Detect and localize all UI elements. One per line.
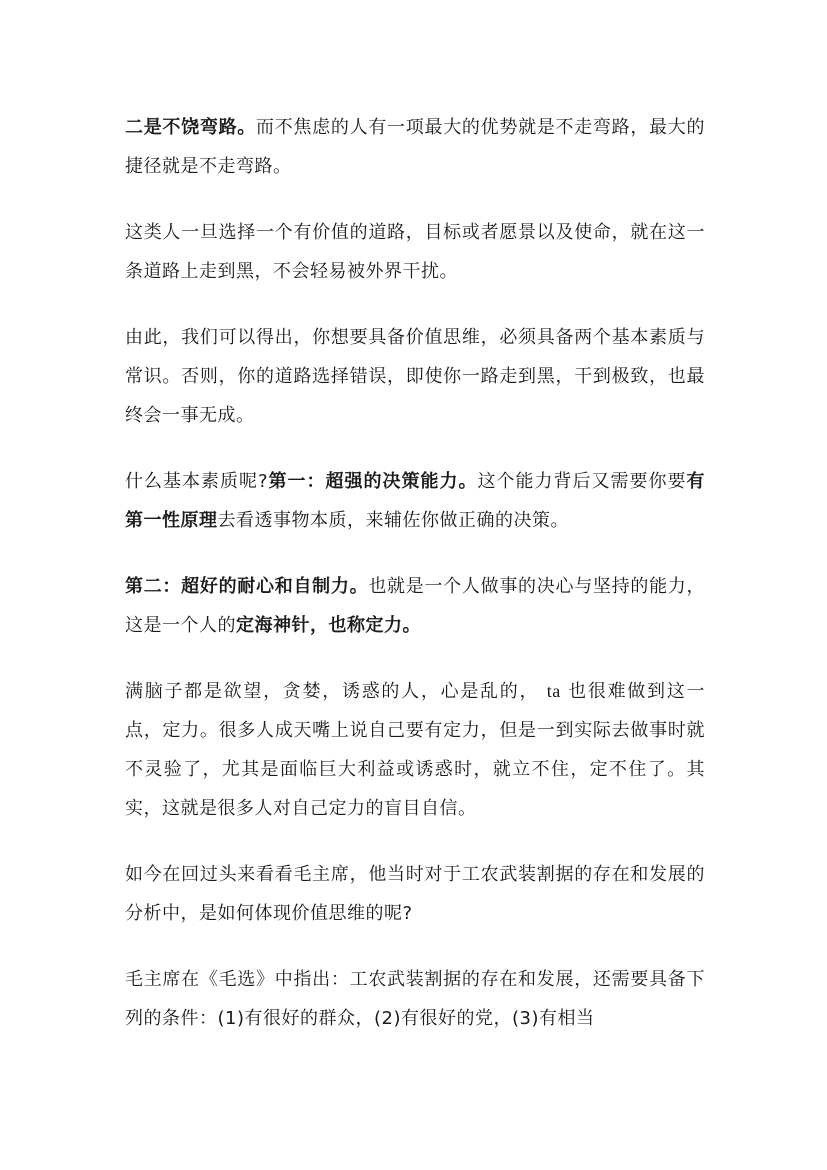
paragraph-4 <box>125 462 705 540</box>
body-text: 也就是一个人做事的决心与坚持的能力，这是一个人的 <box>125 576 706 636</box>
body-text: 而不焦虑的人有一项最大的优势就是不走弯路，最大的捷径就是不走弯路。 <box>125 117 706 177</box>
paragraph-5 <box>125 567 705 645</box>
body-text: 毛主席在《毛选》中指出：工农武装割据的存在和发展，还需要具备下列的条件：(1)有很好的群众，(2)有很好的党，(3)有相当 <box>125 969 705 1029</box>
paragraph-1 <box>125 108 705 186</box>
bold-text: 第一：超强的决策能力。 <box>268 471 478 492</box>
body-text: 也很难做到这一点，定力。很多人成天嘴上说自己要有定力，但是一到实际去做事时就不灵验了，尤其是面临巨大利益或诱惑时，就立不住，定不住了。其实，这就是很多人对自己定力的盲目自信。 <box>125 681 705 819</box>
paragraph-8 <box>125 960 705 1038</box>
latin-text: ta <box>546 681 561 701</box>
body-text: 这个能力背后又需要你要 <box>477 471 687 492</box>
body-text: 如今在回过头来看看毛主席，他当时对于工农武装割据的存在和发展的分析中，是如何体现价值思维的呢? <box>125 864 705 924</box>
body-text: 满脑子都是欲望，贪婪，诱惑的人，心是乱的， <box>125 681 547 702</box>
bold-text: 定海神针，也称定力。 <box>236 615 421 636</box>
body-text: 什么基本素质呢? <box>125 471 269 492</box>
paragraph-3 <box>125 318 705 435</box>
paragraph-7 <box>125 855 705 933</box>
bold-text: 有第一性原理 <box>125 471 706 531</box>
body-text: 去看透事物本质，来辅佐你做正确的决策。 <box>217 510 569 531</box>
document-body <box>125 108 705 1065</box>
bold-text: 第二：超好的耐心和自制力。 <box>125 576 369 597</box>
paragraph-6 <box>125 672 705 828</box>
body-text: 由此，我们可以得出，你想要具备价值思维，必须具备两个基本素质与常识。否则，你的道路选择错误，即使你一路走到黑，干到极致，也最终会一事无成。 <box>125 327 705 426</box>
bold-text: 二是不饶弯路。 <box>125 117 257 138</box>
body-text: 这类人一旦选择一个有价值的道路，目标或者愿景以及使命，就在这一条道路上走到黑，不会轻易被外界干扰。 <box>125 222 705 282</box>
paragraph-2 <box>125 213 705 291</box>
